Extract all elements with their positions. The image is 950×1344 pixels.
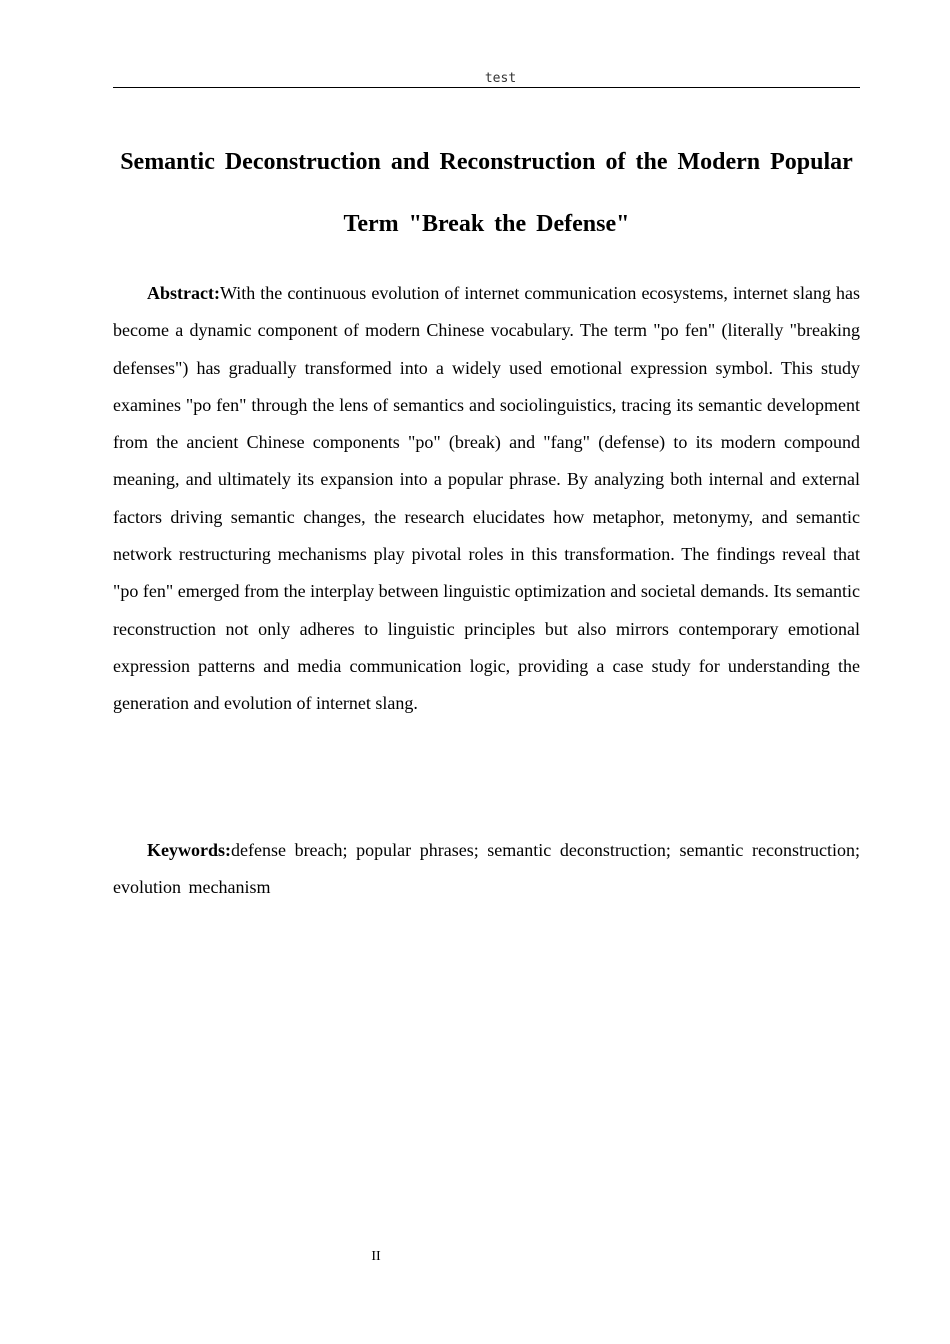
abstract-paragraph — [113, 275, 860, 723]
page-number: II — [371, 1249, 381, 1264]
page-header — [113, 68, 860, 88]
header-text: test — [484, 71, 517, 86]
abstract-label: Abstract: — [147, 283, 220, 303]
keywords-paragraph — [113, 832, 860, 907]
keywords-label: Keywords: — [147, 840, 231, 860]
abstract-text: With the continuous evolution of internet communication ecosystems, internet slang has become a dynamic component of modern Chinese vocabulary. The term "po fen" (literally "breaking defenses") has gradually transformed into a widely used emotional expression symbol. This study examines "po fen" through the lens of semantics and sociolinguistics, tracing its semantic development from the ancient Chinese components "po" (break) and "fang" (defense) to its modern compound meaning, and ultimately its expansion into a popular phrase. By analyzing both internal and external factors driving semantic changes, the research elucidates how metaphor, metonymy, and semantic network restructuring mechanisms play pivotal roles in this transformation. The findings reveal that "po fen" emerged from the interplay between linguistic optimization and societal demands. Its semantic reconstruction not only adheres to linguistic principles but also mirrors contemporary emotional expression patterns and media communication logic, providing a case study for understanding the generation and evolution of internet slang. — [113, 283, 860, 714]
keywords-text: defense breach; popular phrases; semantic deconstruction; semantic reconstruction; evolution mechanism — [113, 840, 860, 898]
paper-title: Semantic Deconstruction and Reconstruction of the Modern Popular Term "Break the Defense" — [120, 149, 853, 237]
